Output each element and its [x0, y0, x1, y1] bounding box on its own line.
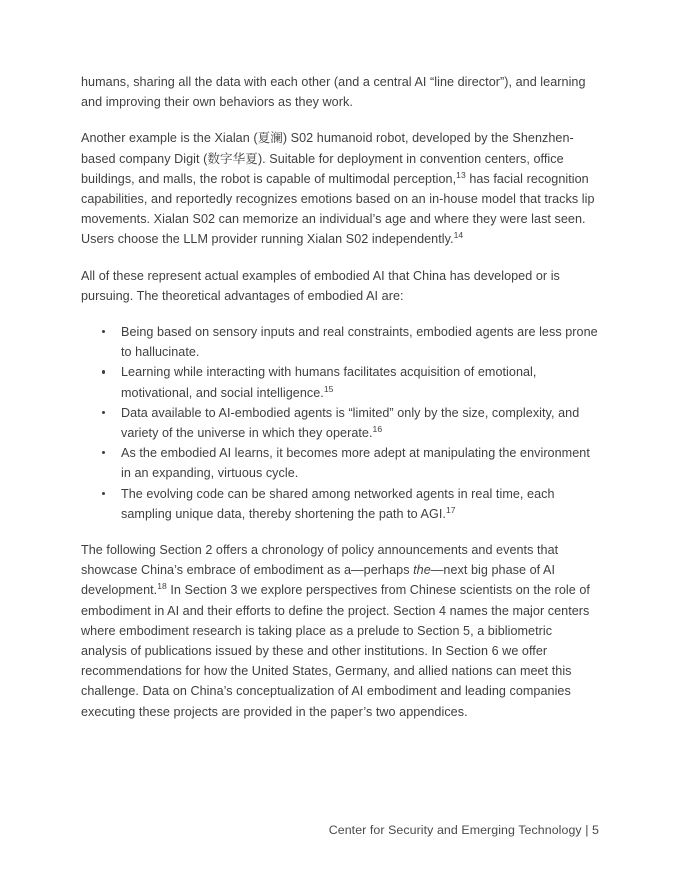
- footer-label: Center for Security and Emerging Technology | 5: [328, 823, 599, 837]
- overview-part-1: The following Section 2 offers a chronology of policy announcements and events that showcase China’s embrace of embodiment as a—perhaps: [81, 543, 559, 578]
- footnote-marker-18: 18: [157, 581, 167, 592]
- paragraph-section-overview: [81, 540, 599, 722]
- list-item-text: Being based on sensory inputs and real constraints, embodied agents are less prone to hallucinate.: [121, 325, 598, 360]
- overview-emphasis-the: the: [413, 563, 431, 578]
- bullet-point-icon: [102, 492, 105, 495]
- list-item-text: As the embodied AI learns, it becomes more adept at manipulating the environment in an expanding, virtuous cycle.: [121, 446, 590, 481]
- footnote-marker-14: 14: [453, 230, 464, 241]
- page-footer: [0, 821, 599, 839]
- page-body-content: [81, 72, 599, 722]
- paragraph-xialan-part-1: Another example is the Xialan (: [81, 131, 258, 146]
- list-item: [81, 322, 599, 362]
- footnote-marker: 16: [372, 423, 383, 434]
- footnote-marker-13: 13: [456, 169, 466, 180]
- bullet-point-icon: [102, 451, 105, 454]
- paragraph-xialan-part-4: has facial recognition capabilities, and reportedly recognizes emotions based on an in-house model that tracks lip movements. Xialan S02 can memorize an individual’s age and where they were last seen. Users choose the LLM provider running Xialan S02 independently.: [81, 171, 595, 247]
- bullet-point-icon: [102, 370, 105, 373]
- paragraph-xialan-robot: [81, 128, 599, 249]
- paragraph-xialan-part-2: ) S02 humanoid robot, developed by the Shenzhen-based company Digit (: [81, 131, 574, 166]
- list-item: [81, 362, 599, 402]
- chinese-name-digit: 数字华夏: [207, 150, 258, 166]
- list-item-text: Data available to AI-embodied agents is “limited” only by the size, complexity, and variety of the universe in which they operate.: [121, 405, 580, 441]
- list-item-text: Learning while interacting with humans facilitates acquisition of emotional, motivational, and social intelligence.: [121, 365, 537, 400]
- footnote-marker: 15: [323, 383, 334, 394]
- paragraph-advantages-intro: All of these represent actual examples of embodied AI that China has developed or is pursuing. The theoretical advantages of embodied AI are:: [81, 268, 560, 303]
- paragraph-continuation: humans, sharing all the data with each other (and a central AI “line director”), and learning and improving their own behaviors as they work.: [81, 75, 586, 110]
- list-item: [81, 484, 599, 524]
- overview-part-3: In Section 3 we explore perspectives from Chinese scientists on the role of embodiment in AI and their efforts to define the project. Section 4 names the major centers where embodiment research is taking place as a prelude to Section 5, a bibliometric analysis of publications issued by these and other institutions. In Section 6 we offer recommendations for how the United States, Germany, and allied nations can meet this challenge. Data on China’s conceptualization of AI embodiment and leading companies executing these projects are provided in the paper’s two appendices.: [81, 583, 590, 719]
- chinese-name-xialan: 夏澜: [257, 130, 283, 146]
- list-item: [81, 403, 599, 443]
- footnote-marker: 17: [445, 504, 456, 515]
- bullet-point-icon: [102, 411, 105, 414]
- bullet-point-icon: [102, 330, 105, 333]
- overview-part-2: —next big phase of AI development.: [81, 563, 556, 598]
- list-item: [81, 443, 599, 483]
- advantages-bullet-list: [81, 322, 599, 524]
- list-item-text: The evolving code can be shared among networked agents in real time, each sampling unique data, thereby shortening the path to AGI.: [121, 486, 555, 521]
- paragraph-xialan-part-3: ). Suitable for deployment in convention centers, office buildings, and malls, the robot is capable of multimodal perception,: [81, 151, 564, 186]
